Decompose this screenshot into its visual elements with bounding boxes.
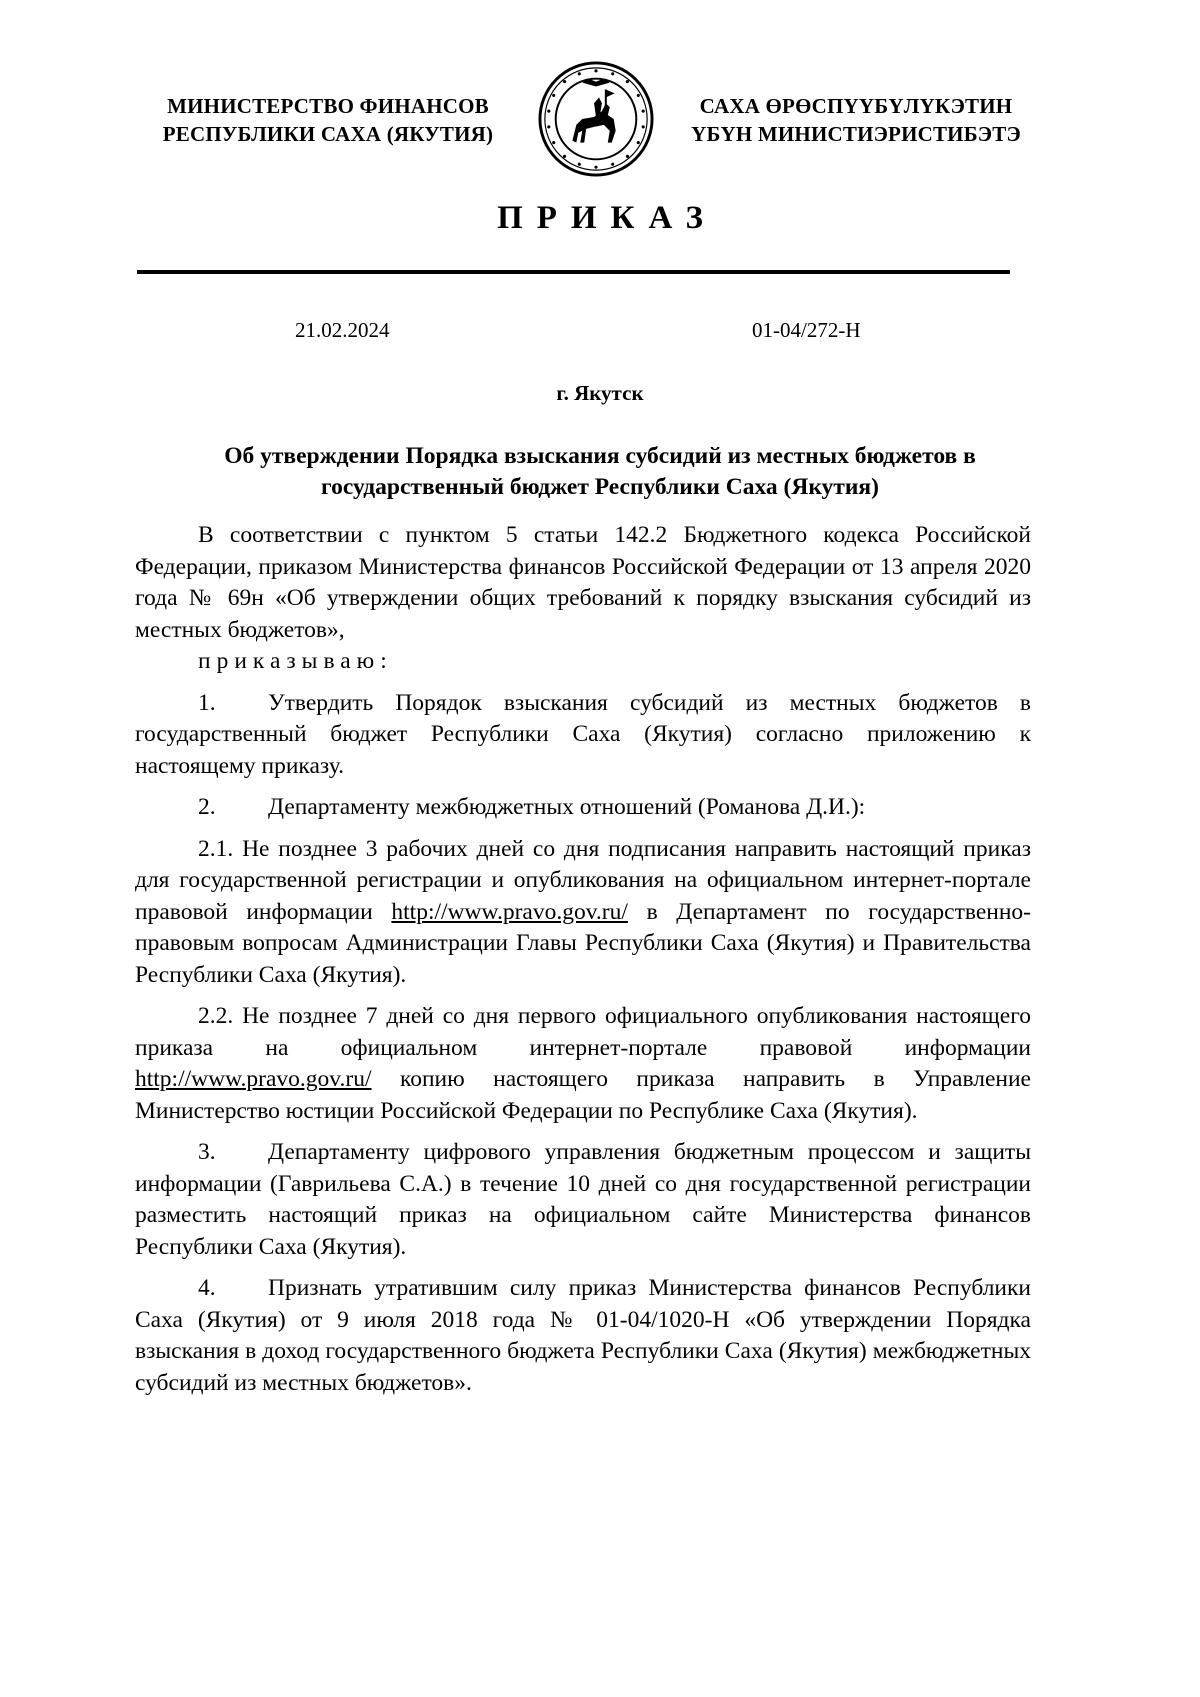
- order-word: приказываю:: [198, 648, 393, 674]
- header-divider: [137, 270, 1010, 274]
- ministry-name-russian: [148, 92, 508, 148]
- preamble-paragraph: В соответствии с пунктом 5 статьи 142.2 Бюджетного кодекса Российской Федерации, приказом Министерства финансов Российской Федерации от 13 апреля 2020 года № 69н «Об утверждении общих требований к порядку взыскания субсидий из местных бюджетов»,: [135, 522, 1031, 643]
- item-4-number: 4.: [198, 1275, 216, 1301]
- item-2-text: Департаменту межбюджетных отношений (Романова Д.И.):: [268, 794, 866, 820]
- item-2-2-text-end: копию настоящего приказа направить в Управление Министерство юстиции Российской Федерации по Республике Саха (Якутия).: [135, 1066, 1031, 1124]
- item-2-2-text-start: 2.2. Не позднее 7 дней со дня первого официального опубликования настоящего приказа на официальном интернет-портале правовой информации: [135, 1003, 1031, 1061]
- document-type-heading: ПРИКАЗ: [497, 200, 717, 236]
- coat-of-arms-icon: [537, 60, 655, 178]
- ministry-name-yakut-line-1: САХА ӨРӨСПҮҮБҮЛҮКЭТИН: [699, 94, 1013, 118]
- document-number: 01-04/272-Н: [752, 318, 861, 342]
- item-4-text: Признать утратившим силу приказ Министерства финансов Республики Саха (Якутия) от 9 июля 2018 года № 01-04/1020-Н «Об утверждении Порядка взыскания в доход государственного бюджета Республики Саха (Якутия) межбюджетных субсидий из местных бюджетов».: [135, 1275, 1031, 1396]
- item-3-number: 3.: [198, 1139, 216, 1165]
- item-2-number: 2.: [198, 794, 216, 820]
- item-2-1-text-end: в Департамент по государственно-правовым вопросам Администрации Главы Республики Саха (Якутия) и Правительства Республики Саха (Якутия).: [135, 898, 1031, 988]
- item-3-text: Департаменту цифрового управления бюджетным процессом и защиты информации (Гаврильева С.А.) в течение 10 дней со дня государственной регистрации разместить настоящий приказ на официальном сайте Министерства финансов Республики Саха (Якутия).: [135, 1139, 1031, 1260]
- item-2-1-text-start: 2.1. Не позднее 3 рабочих дней со дня подписания направить настоящий приказ для государственной регистрации и опубликования на официальном интернет-портале правовой информации: [135, 835, 1031, 925]
- item-4-paragraph: [135, 1273, 1031, 1399]
- item-2-2-paragraph: [135, 1001, 1031, 1127]
- pravo-link-2[interactable]: http://www.pravo.gov.ru/: [135, 1066, 372, 1092]
- document-city: г. Якутск: [556, 381, 644, 405]
- item-2-1-paragraph: [135, 834, 1031, 992]
- item-1-paragraph: [135, 688, 1031, 783]
- ministry-name-yakut: [676, 92, 1036, 148]
- ministry-name-line-2: РЕСПУБЛИКИ САХА (ЯКУТИЯ): [162, 122, 494, 146]
- pravo-link-1[interactable]: http://www.pravo.gov.ru/: [391, 898, 628, 925]
- ministry-name-line-1: МИНИСТЕРСТВО ФИНАНСОВ: [167, 94, 489, 118]
- item-1-number: 1.: [198, 689, 216, 716]
- ministry-name-yakut-line-2: ҮБҮН МИНИСТИЭРИСТИБЭТЭ: [691, 122, 1021, 146]
- document-title: Об утверждении Порядка взыскания субсидий из местных бюджетов в государственный бюджет Республики Саха (Якутия): [224, 443, 976, 500]
- order-word-paragraph: [135, 646, 1031, 678]
- document-date: 21.02.2024: [295, 318, 390, 342]
- item-2-paragraph: [135, 792, 1031, 824]
- item-1-text: Утвердить Порядок взыскания субсидий из местных бюджетов в государственный бюджет Республики Саха (Якутия) согласно приложению к настоящему приказу.: [135, 689, 1031, 779]
- item-3-paragraph: [135, 1137, 1031, 1263]
- document-body: [135, 520, 1031, 1399]
